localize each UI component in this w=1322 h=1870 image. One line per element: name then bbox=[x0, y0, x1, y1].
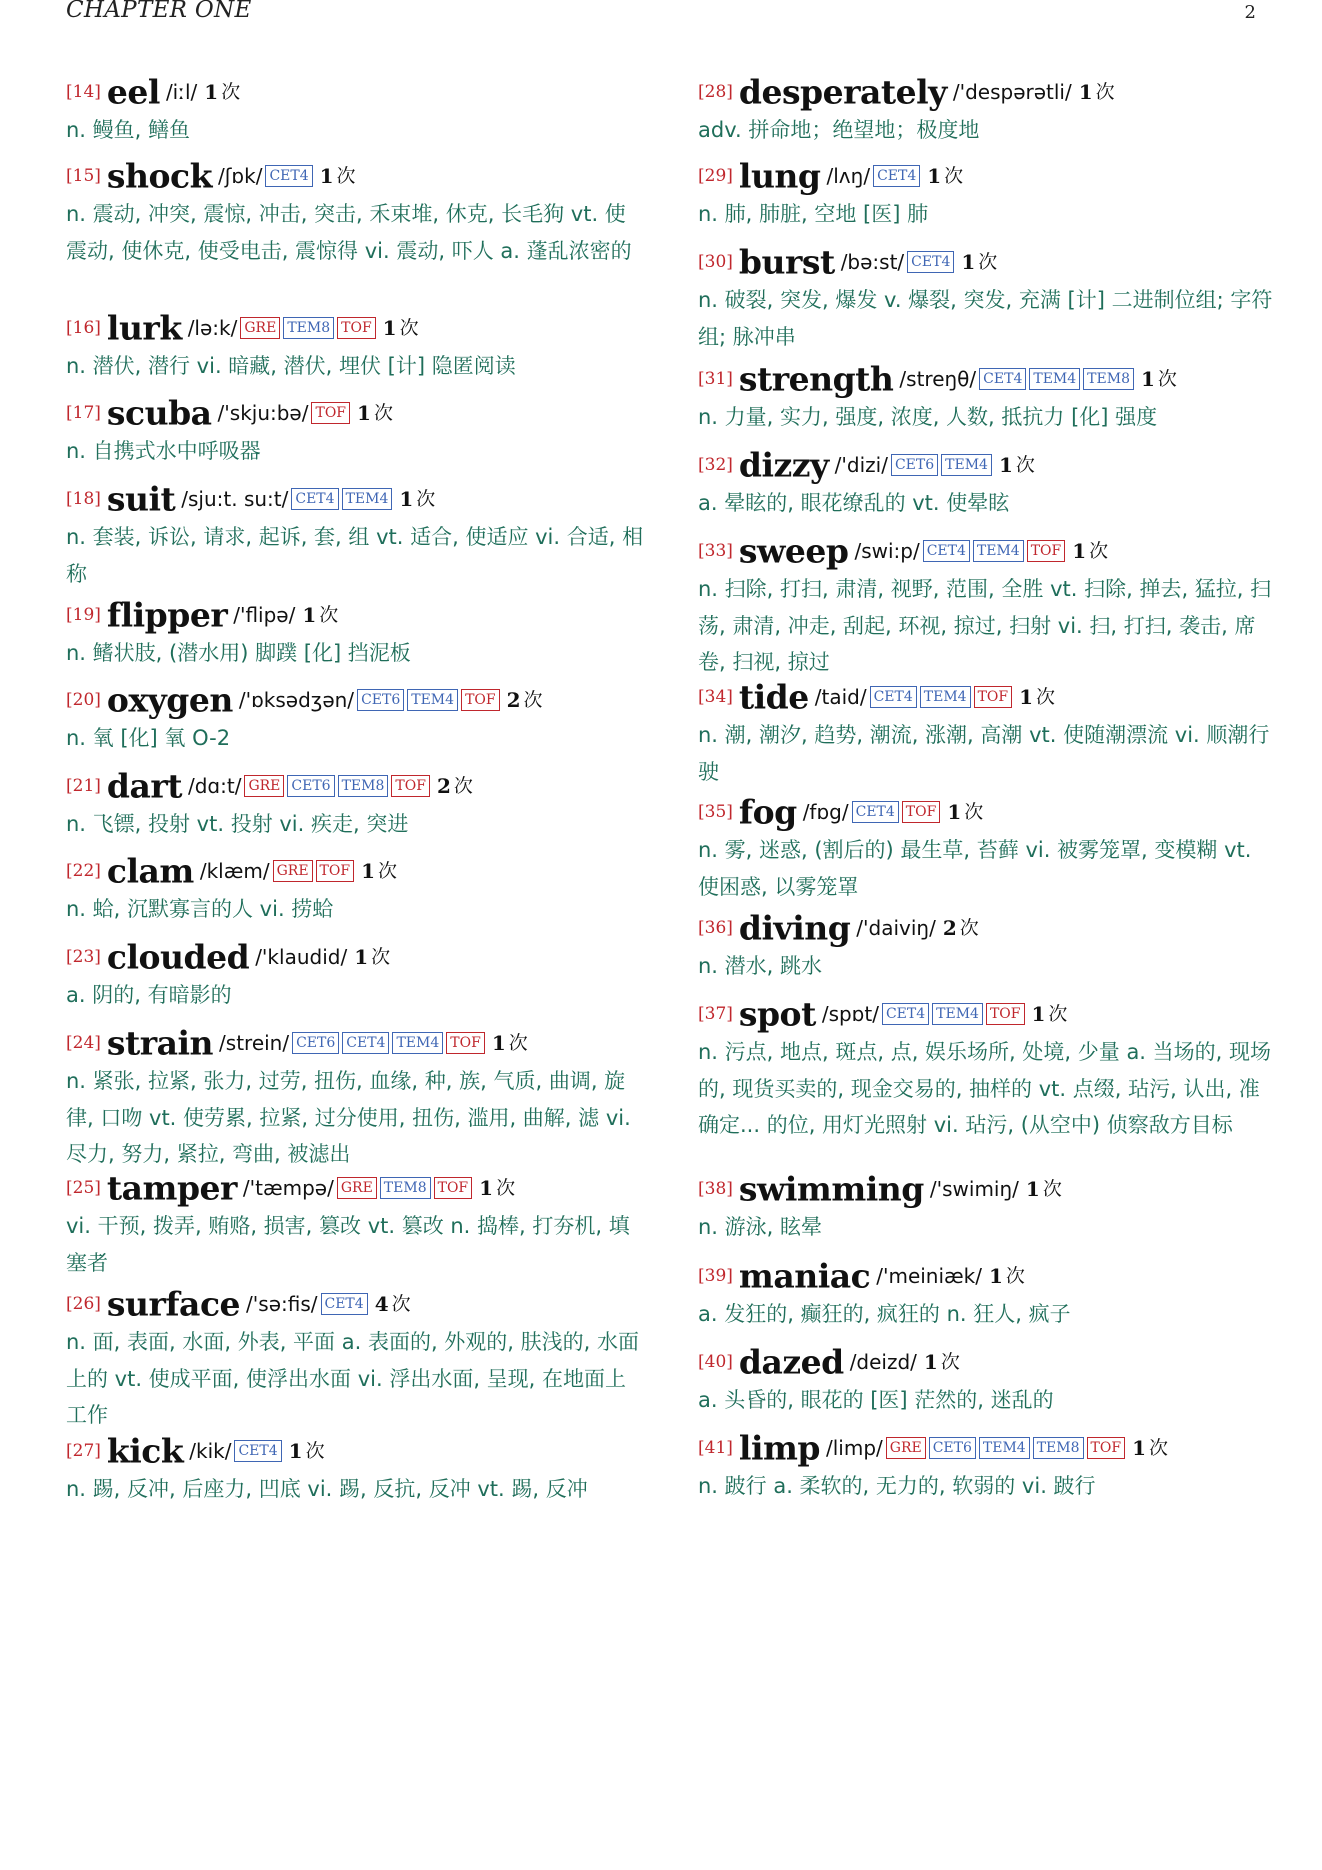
frequency-count: 1 bbox=[1140, 367, 1155, 392]
vocab-entry bbox=[66, 1284, 646, 1434]
exam-tag-badge: CET4 bbox=[234, 1440, 281, 1462]
headword: sweep bbox=[738, 531, 849, 571]
entry-headline bbox=[66, 1431, 646, 1471]
frequency-unit: 次 bbox=[373, 402, 393, 425]
vocab-entry bbox=[698, 1342, 1278, 1419]
entry-index: [27] bbox=[66, 1441, 101, 1462]
frequency-count: 2 bbox=[436, 774, 451, 799]
entry-index: [16] bbox=[66, 318, 101, 339]
vocab-entry bbox=[66, 1023, 646, 1173]
entry-headline bbox=[66, 680, 646, 720]
exam-tag-badge: TOF bbox=[391, 775, 430, 797]
exam-tag-badge: TEM4 bbox=[1029, 368, 1080, 390]
exam-tag-badge: CET4 bbox=[291, 488, 338, 510]
entry-index: [25] bbox=[66, 1178, 101, 1199]
definition: adv. 拼命地；绝望地；极度地 bbox=[698, 118, 980, 142]
entry-index: [14] bbox=[66, 82, 101, 103]
vocab-entry bbox=[698, 445, 1278, 522]
phonetic: /'ɒksədʒən/ bbox=[238, 688, 355, 713]
exam-tag-badge: TEM4 bbox=[407, 689, 458, 711]
exam-tag-badge: TEM4 bbox=[920, 686, 971, 708]
entry-headline bbox=[66, 851, 646, 891]
frequency-count: 1 bbox=[399, 487, 414, 512]
entry-index: [39] bbox=[698, 1266, 733, 1287]
headword: dizzy bbox=[738, 445, 829, 485]
headword: spot bbox=[738, 994, 816, 1034]
exam-tag-badge: GRE bbox=[244, 775, 284, 797]
definition: n. 紧张, 拉紧, 张力, 过劳, 扭伤, 血缘, 种, 族, 气质, 曲调, 旋律, 口吻 vt. 使劳累, 拉紧, 过分使用, 扭伤, 滥用, 曲解, 滤 vi. 尽力, 努力, 紧拉, 弯曲, 被滤出 bbox=[66, 1069, 631, 1166]
exam-tag-badge: TOF bbox=[974, 686, 1013, 708]
frequency-count: 1 bbox=[1019, 685, 1034, 710]
headword: clam bbox=[106, 851, 194, 891]
frequency-unit: 次 bbox=[305, 1440, 325, 1463]
exam-tag-badge: CET4 bbox=[321, 1293, 368, 1315]
frequency-count: 1 bbox=[491, 1031, 506, 1056]
phonetic: /deizd/ bbox=[849, 1350, 917, 1375]
entry-headline bbox=[66, 393, 646, 433]
entry-index: [19] bbox=[66, 605, 101, 626]
definition: n. 自携式水中呼吸器 bbox=[66, 439, 261, 463]
entry-index: [23] bbox=[66, 947, 101, 968]
frequency-unit: 次 bbox=[1036, 686, 1056, 709]
definition: n. 跛行 a. 柔软的, 无力的, 软弱的 vi. 跛行 bbox=[698, 1474, 1096, 1498]
frequency-count: 1 bbox=[357, 401, 371, 426]
exam-tag-badge: TOF bbox=[1027, 540, 1066, 562]
phonetic: /'flipə/ bbox=[233, 603, 296, 628]
exam-tag-badge: CET4 bbox=[882, 1003, 929, 1025]
frequency-count: 1 bbox=[204, 80, 219, 105]
entry-headline bbox=[698, 72, 1278, 112]
entry-index: [37] bbox=[698, 1004, 733, 1025]
entry-index: [22] bbox=[66, 861, 101, 882]
headword: oxygen bbox=[106, 680, 233, 720]
definition: n. 破裂, 突发, 爆发 v. 爆裂, 突发, 充满 [计] 二进制位组; 字符组; 脉冲串 bbox=[698, 288, 1273, 349]
frequency-count: 1 bbox=[1078, 80, 1093, 105]
exam-tag-badge: GRE bbox=[337, 1177, 377, 1199]
exam-tag-badge: CET4 bbox=[870, 686, 917, 708]
frequency-unit: 次 bbox=[978, 251, 998, 274]
exam-tag-badge: CET4 bbox=[923, 540, 970, 562]
frequency-unit: 次 bbox=[378, 860, 398, 883]
exam-tag-badge: TEM8 bbox=[1033, 1437, 1084, 1459]
phonetic: /ʃɒk/ bbox=[217, 164, 263, 189]
entry-headline bbox=[66, 1168, 646, 1208]
chapter-title: CHAPTER ONE bbox=[66, 0, 252, 23]
definition: n. 面, 表面, 水面, 外表, 平面 a. 表面的, 外观的, 肤浅的, 水面上的 vt. 使成平面, 使浮出水面 vi. 浮出水面, 呈现, 在地面上工作 bbox=[66, 1330, 640, 1427]
vocab-entry bbox=[66, 72, 646, 149]
definition: n. 鳍状肢, (潜水用) 脚蹼 [化] 挡泥板 bbox=[66, 641, 411, 665]
entry-headline bbox=[66, 1023, 646, 1063]
entry-headline bbox=[698, 156, 1278, 196]
definition: n. 氧 [化] 氧 O-2 bbox=[66, 726, 231, 750]
exam-tag-badge: TEM4 bbox=[973, 540, 1024, 562]
entry-headline bbox=[698, 242, 1278, 282]
phonetic: /'daiviŋ/ bbox=[856, 916, 936, 941]
entry-index: [28] bbox=[698, 82, 733, 103]
page-header bbox=[66, 0, 1256, 30]
headword: tide bbox=[738, 677, 809, 717]
entry-index: [34] bbox=[698, 687, 733, 708]
entry-index: [41] bbox=[698, 1438, 733, 1459]
entry-headline bbox=[698, 1428, 1278, 1468]
vocab-entry bbox=[698, 677, 1278, 790]
phonetic: /strein/ bbox=[219, 1031, 290, 1056]
exam-tag-badge: CET6 bbox=[292, 1032, 339, 1054]
exam-tag-badge: CET4 bbox=[907, 251, 954, 273]
exam-tag-badge: GRE bbox=[886, 1437, 926, 1459]
frequency-count: 4 bbox=[374, 1292, 389, 1317]
exam-tag-badge: GRE bbox=[273, 860, 313, 882]
phonetic: /lʌŋ/ bbox=[826, 164, 871, 189]
exam-tag-badge: TEM8 bbox=[380, 1177, 431, 1199]
frequency-count: 1 bbox=[479, 1176, 494, 1201]
frequency-count: 1 bbox=[1025, 1177, 1040, 1202]
exam-tag-badge: TOF bbox=[1087, 1437, 1126, 1459]
phonetic: /'meiniæk/ bbox=[876, 1264, 982, 1289]
definition: n. 震动, 冲突, 震惊, 冲击, 突击, 禾束堆, 休克, 长毛狗 vt. 使震动, 使休克, 使受电击, 震惊得 vi. 震动, 吓人 a. 蓬乱浓密的 bbox=[66, 202, 632, 263]
definition: a. 发狂的, 癫狂的, 疯狂的 n. 狂人, 疯子 bbox=[698, 1302, 1071, 1326]
headword: shock bbox=[106, 156, 212, 196]
frequency-unit: 次 bbox=[496, 1177, 516, 1200]
phonetic: /'dizi/ bbox=[834, 453, 888, 478]
frequency-count: 1 bbox=[1031, 1002, 1046, 1027]
exam-tag-badge: CET4 bbox=[852, 801, 899, 823]
entry-headline bbox=[698, 531, 1278, 571]
entry-index: [15] bbox=[66, 166, 101, 187]
frequency-unit: 次 bbox=[416, 488, 436, 511]
vocab-entry bbox=[698, 531, 1278, 681]
entry-index: [29] bbox=[698, 166, 733, 187]
frequency-unit: 次 bbox=[1157, 368, 1177, 391]
vocab-entry bbox=[698, 994, 1278, 1144]
headword: scuba bbox=[106, 393, 212, 433]
entry-headline bbox=[698, 359, 1278, 399]
exam-tag-badge: TEM4 bbox=[941, 454, 992, 476]
vocab-entry bbox=[66, 393, 646, 470]
entry-index: [20] bbox=[66, 690, 101, 711]
vocab-entry bbox=[698, 1169, 1278, 1246]
headword: burst bbox=[738, 242, 835, 282]
frequency-unit: 次 bbox=[1042, 1178, 1062, 1201]
definition: n. 污点, 地点, 斑点, 点, 娱乐场所, 处境, 少量 a. 当场的, 现场的, 现货买卖的, 现金交易的, 抽样的 vt. 点缀, 玷污, 认出, 准确定... 的位, 用灯光照射 vi. 玷污, (从空中) 侦察敌方目标 bbox=[698, 1040, 1272, 1137]
entry-index: [36] bbox=[698, 918, 733, 939]
definition: n. 肺, 肺脏, 空地 [医] 肺 bbox=[698, 202, 929, 226]
frequency-count: 1 bbox=[1132, 1436, 1146, 1461]
definition: n. 力量, 实力, 强度, 浓度, 人数, 抵抗力 [化] 强度 bbox=[698, 405, 1158, 429]
definition: a. 晕眩的, 眼花缭乱的 vt. 使晕眩 bbox=[698, 491, 1010, 515]
entry-index: [33] bbox=[698, 541, 733, 562]
phonetic: /'sə:fis/ bbox=[246, 1292, 318, 1317]
headword: strain bbox=[106, 1023, 214, 1063]
frequency-unit: 次 bbox=[336, 165, 356, 188]
entry-headline bbox=[66, 479, 646, 519]
entry-headline bbox=[698, 1169, 1278, 1209]
phonetic: /streŋθ/ bbox=[899, 367, 977, 392]
phonetic: /fɒg/ bbox=[802, 800, 849, 825]
headword: flipper bbox=[106, 595, 228, 635]
vocab-entry bbox=[66, 937, 646, 1014]
phonetic: /'swimiŋ/ bbox=[929, 1177, 1019, 1202]
frequency-count: 1 bbox=[288, 1439, 303, 1464]
definition: n. 套装, 诉讼, 请求, 起诉, 套, 组 vt. 适合, 使适应 vi. 合适, 相称 bbox=[66, 525, 644, 586]
vocab-entry bbox=[698, 72, 1278, 149]
exam-tag-badge: CET6 bbox=[891, 454, 938, 476]
headword: desperately bbox=[738, 72, 947, 112]
vocab-entry bbox=[66, 1431, 646, 1508]
frequency-count: 1 bbox=[354, 945, 369, 970]
definition: n. 潜伏, 潜行 vi. 暗藏, 潜伏, 埋伏 [计] 隐匿阅读 bbox=[66, 354, 516, 378]
headword: lurk bbox=[106, 308, 182, 348]
vocab-entry bbox=[66, 156, 646, 269]
headword: eel bbox=[106, 72, 160, 112]
phonetic: /kik/ bbox=[189, 1439, 232, 1464]
frequency-unit: 次 bbox=[964, 801, 984, 824]
vocab-entry bbox=[698, 359, 1278, 436]
exam-tag-badge: CET6 bbox=[287, 775, 334, 797]
entry-index: [31] bbox=[698, 369, 733, 390]
vocab-entry bbox=[698, 908, 1278, 985]
entry-headline bbox=[698, 792, 1278, 832]
phonetic: /iːl/ bbox=[165, 80, 198, 105]
vocab-entry bbox=[698, 1428, 1278, 1505]
headword: dazed bbox=[738, 1342, 844, 1382]
frequency-unit: 次 bbox=[523, 689, 543, 712]
phonetic: /limp/ bbox=[825, 1436, 883, 1461]
frequency-unit: 次 bbox=[1148, 1437, 1168, 1460]
frequency-unit: 次 bbox=[371, 946, 391, 969]
phonetic: /'skju:bə/ bbox=[217, 401, 309, 426]
frequency-count: 1 bbox=[361, 859, 375, 884]
vocab-entry bbox=[66, 766, 646, 843]
definition: n. 雾, 迷惑, (割后的) 最生草, 苔藓 vi. 被雾笼罩, 变模糊 vt. 使困惑, 以雾笼罩 bbox=[698, 838, 1252, 899]
entry-index: [35] bbox=[698, 802, 733, 823]
exam-tag-badge: TOF bbox=[311, 402, 350, 424]
frequency-unit: 次 bbox=[221, 81, 241, 104]
frequency-count: 1 bbox=[1072, 539, 1087, 564]
headword: strength bbox=[738, 359, 894, 399]
frequency-count: 1 bbox=[302, 603, 317, 628]
entry-headline bbox=[698, 1342, 1278, 1382]
entry-index: [21] bbox=[66, 776, 101, 797]
entry-headline bbox=[698, 1256, 1278, 1296]
frequency-count: 2 bbox=[942, 916, 957, 941]
exam-tag-badge: TOF bbox=[434, 1177, 473, 1199]
entry-index: [40] bbox=[698, 1352, 733, 1373]
vocab-entry bbox=[66, 308, 646, 385]
headword: diving bbox=[738, 908, 851, 948]
phonetic: /spɒt/ bbox=[821, 1002, 879, 1027]
definition: n. 游泳, 眩晕 bbox=[698, 1215, 823, 1239]
vocab-entry bbox=[698, 1256, 1278, 1333]
frequency-unit: 次 bbox=[391, 1293, 411, 1316]
vocab-entry bbox=[698, 792, 1278, 905]
entry-headline bbox=[66, 766, 646, 806]
exam-tag-badge: TEM8 bbox=[283, 317, 334, 339]
exam-tag-badge: TOF bbox=[986, 1003, 1025, 1025]
exam-tag-badge: TOF bbox=[461, 689, 500, 711]
frequency-count: 1 bbox=[319, 164, 334, 189]
definition: a. 头昏的, 眼花的 [医] 茫然的, 迷乱的 bbox=[698, 1388, 1054, 1412]
frequency-count: 1 bbox=[927, 164, 942, 189]
headword: clouded bbox=[106, 937, 250, 977]
frequency-unit: 次 bbox=[1095, 81, 1115, 104]
headword: dart bbox=[106, 766, 182, 806]
exam-tag-badge: TEM8 bbox=[338, 775, 389, 797]
headword: maniac bbox=[738, 1256, 871, 1296]
phonetic: /'tæmpə/ bbox=[242, 1176, 334, 1201]
frequency-count: 1 bbox=[923, 1350, 938, 1375]
definition: n. 潮, 潮汐, 趋势, 潮流, 涨潮, 高潮 vt. 使随潮漂流 vi. 顺潮行驶 bbox=[698, 723, 1270, 784]
phonetic: /swi:p/ bbox=[854, 539, 920, 564]
definition: n. 鳗鱼, 鳝鱼 bbox=[66, 118, 191, 142]
phonetic: /dɑ:t/ bbox=[188, 774, 242, 799]
phonetic: /'klaudid/ bbox=[255, 945, 348, 970]
exam-tag-badge: GRE bbox=[240, 317, 280, 339]
vocab-entry bbox=[698, 242, 1278, 355]
frequency-unit: 次 bbox=[1005, 1265, 1025, 1288]
exam-tag-badge: TEM4 bbox=[979, 1437, 1030, 1459]
headword: tamper bbox=[106, 1168, 237, 1208]
frequency-count: 1 bbox=[998, 453, 1013, 478]
exam-tag-badge: CET4 bbox=[265, 165, 312, 187]
exam-tag-badge: TEM4 bbox=[932, 1003, 983, 1025]
entry-index: [26] bbox=[66, 1294, 101, 1315]
headword: suit bbox=[106, 479, 176, 519]
frequency-unit: 次 bbox=[959, 917, 979, 940]
definition: n. 蛤, 沉默寡言的人 vi. 捞蛤 bbox=[66, 897, 334, 921]
entry-headline bbox=[66, 72, 646, 112]
headword: surface bbox=[106, 1284, 241, 1324]
headword: swimming bbox=[738, 1169, 924, 1209]
exam-tag-badge: CET4 bbox=[342, 1032, 389, 1054]
exam-tag-badge: TEM8 bbox=[1083, 368, 1134, 390]
vocab-entry bbox=[66, 680, 646, 757]
headword: fog bbox=[738, 792, 797, 832]
frequency-count: 1 bbox=[382, 316, 397, 341]
entry-headline bbox=[698, 994, 1278, 1034]
frequency-unit: 次 bbox=[319, 604, 339, 627]
definition: a. 阴的, 有暗影的 bbox=[66, 983, 232, 1007]
exam-tag-badge: TOF bbox=[902, 801, 941, 823]
entry-index: [17] bbox=[66, 403, 101, 424]
definition: n. 飞镖, 投射 vt. 投射 vi. 疾走, 突进 bbox=[66, 812, 409, 836]
headword: lung bbox=[738, 156, 821, 196]
frequency-unit: 次 bbox=[399, 317, 419, 340]
vocab-entry bbox=[66, 595, 646, 672]
frequency-count: 1 bbox=[989, 1264, 1003, 1289]
definition: n. 潜水, 跳水 bbox=[698, 954, 823, 978]
exam-tag-badge: TOF bbox=[446, 1032, 485, 1054]
vocab-entry bbox=[66, 479, 646, 592]
entry-headline bbox=[698, 908, 1278, 948]
entry-headline bbox=[66, 308, 646, 348]
phonetic: /taid/ bbox=[814, 685, 867, 710]
exam-tag-badge: TEM4 bbox=[342, 488, 393, 510]
headword: kick bbox=[106, 1431, 184, 1471]
exam-tag-badge: TOF bbox=[337, 317, 376, 339]
phonetic: /'despərətli/ bbox=[952, 80, 1072, 105]
vocab-entry bbox=[66, 1168, 646, 1281]
page-number: 2 bbox=[1244, 2, 1256, 23]
frequency-unit: 次 bbox=[1015, 454, 1035, 477]
entry-headline bbox=[698, 677, 1278, 717]
exam-tag-badge: TOF bbox=[316, 860, 355, 882]
entry-headline bbox=[66, 937, 646, 977]
vocab-entry bbox=[66, 851, 646, 928]
frequency-unit: 次 bbox=[508, 1032, 528, 1055]
definition: n. 扫除, 打扫, 肃清, 视野, 范围, 全胜 vt. 扫除, 掸去, 猛拉, 扫荡, 肃清, 冲走, 刮起, 环视, 掠过, 扫射 vi. 扫, 打扫, 袭击, 席卷, 扫视, 掠过 bbox=[698, 577, 1272, 674]
entry-index: [18] bbox=[66, 489, 101, 510]
entry-headline bbox=[66, 156, 646, 196]
frequency-count: 1 bbox=[961, 250, 976, 275]
entry-headline bbox=[698, 445, 1278, 485]
exam-tag-badge: CET6 bbox=[357, 689, 404, 711]
frequency-unit: 次 bbox=[1048, 1003, 1068, 1026]
entry-headline bbox=[66, 595, 646, 635]
phonetic: /sju:t. su:t/ bbox=[181, 487, 289, 512]
entry-headline bbox=[66, 1284, 646, 1324]
entry-index: [30] bbox=[698, 252, 733, 273]
definition: vi. 干预, 拨弄, 贿赂, 损害, 篡改 vt. 篡改 n. 捣棒, 打夯机, 填塞者 bbox=[66, 1214, 630, 1275]
frequency-unit: 次 bbox=[944, 165, 964, 188]
phonetic: /klæm/ bbox=[199, 859, 270, 884]
entry-index: [24] bbox=[66, 1033, 101, 1054]
frequency-unit: 次 bbox=[453, 775, 473, 798]
frequency-count: 1 bbox=[947, 800, 962, 825]
headword: limp bbox=[738, 1428, 820, 1468]
entry-index: [38] bbox=[698, 1179, 733, 1200]
exam-tag-badge: CET6 bbox=[929, 1437, 976, 1459]
definition: n. 踢, 反冲, 后座力, 凹底 vi. 踢, 反抗, 反冲 vt. 踢, 反冲 bbox=[66, 1477, 588, 1501]
phonetic: /lə:k/ bbox=[187, 316, 238, 341]
exam-tag-badge: TEM4 bbox=[392, 1032, 443, 1054]
exam-tag-badge: CET4 bbox=[873, 165, 920, 187]
frequency-count: 2 bbox=[506, 688, 521, 713]
vocab-entry bbox=[698, 156, 1278, 233]
frequency-unit: 次 bbox=[1089, 540, 1109, 563]
phonetic: /bə:st/ bbox=[840, 250, 905, 275]
exam-tag-badge: CET4 bbox=[979, 368, 1026, 390]
frequency-unit: 次 bbox=[940, 1351, 960, 1374]
entry-index: [32] bbox=[698, 455, 733, 476]
